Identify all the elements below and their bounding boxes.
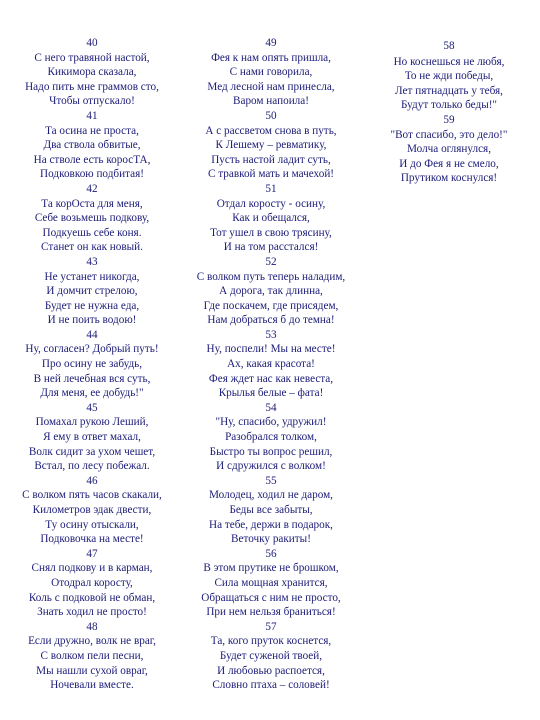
verse [182,109,360,182]
verse-number: 52 [265,255,277,268]
verse-line: Отодрал коросту, [51,576,133,589]
verse-line: Ну, поспели! Мы на месте! [206,343,336,356]
verse [2,401,182,474]
verse-line: Словно птаха – соловей! [212,679,330,692]
poem-column-2 [182,36,360,693]
verse-line: Разобрался толком, [225,431,317,444]
verse-line: Варом напоила! [233,95,309,108]
verse-line: А дорога, так длинна, [219,285,323,298]
verse-number: 57 [265,620,277,633]
verse-line: Пусть настой ладит суть, [211,153,331,166]
verse-line: К Лешему – ревматику, [215,139,327,152]
poem-column-1 [2,36,182,693]
verse [2,547,182,620]
verse-number: 48 [86,620,98,633]
verse-number: 55 [265,474,277,487]
verse-line: И до Фея я не смело, [399,157,499,170]
verse-number: 41 [86,109,98,122]
verse-number: 45 [86,401,98,414]
verse-line: Но коснешься не любя, [393,55,505,68]
verse [2,255,182,328]
verse [182,255,360,328]
verse [182,182,360,255]
verse-line: Мы нашли сухой овраг, [36,664,148,677]
verse-line: И на том расстался! [223,241,319,254]
verse-line: Чтобы отпускало! [49,95,135,108]
verse-number: 50 [265,109,277,122]
verse-line: Станет он как новый. [41,241,143,254]
verse [360,113,538,186]
verse [2,36,182,109]
poem-column-3 [360,39,538,186]
verse-line: Я ему в ответ махал, [43,431,141,444]
verse-line: С волком путь теперь наладим, [196,270,346,283]
verse [2,620,182,693]
verse-line: Лет пятнадцать у тебя, [395,84,503,97]
verse-line: Два ствола обвитые, [43,139,141,152]
verse-line: Веточку ракиты! [231,533,311,546]
verse-line: Подкуешь себе коня. [42,226,142,239]
verse-line: Беды все забыты, [229,504,313,516]
verse-line: Помахал рукою Леший, [35,416,149,429]
verse-line: Будут только беды!" [401,99,497,112]
verse-line: В ней лечебная вся суть, [33,372,151,385]
verse-line: Молча оглянулся, [406,143,491,156]
verse [2,328,182,401]
verse-line: Та, кого пруток коснется, [210,635,332,648]
verse-line: Снял подкову и в карман, [31,562,153,575]
verse-line: Ах, какая красота! [227,358,315,371]
verse-line: Тот ушел в свою трясину, [210,226,332,239]
verse-line: И не поить водою! [47,314,137,327]
verse-line: Та осина не проста, [45,124,139,137]
verse-line: С него травяной настой, [34,51,150,64]
verse-line: Молодец, ходил не даром, [209,489,333,502]
verse-line: Ту осину отыскали, [45,518,139,531]
verse-line: С травкой мать и мачехой! [207,168,335,181]
verse [182,328,360,401]
verse-line: А с рассветом снова в путь, [205,124,337,137]
verse-line: Ну, согласен? Добрый путь! [25,343,159,356]
verse-line: "Ну, спасибо, удружил! [215,416,327,429]
verse-line: Нам добраться б до темна! [207,314,335,327]
verse-line: С нами говорила, [229,66,313,79]
verse-line: Знать ходил не просто! [37,606,147,619]
verse-number: 51 [265,182,277,195]
verse-number: 54 [265,401,277,414]
verse-line: Про осину не забудь, [41,358,143,371]
verse-line: Волк сидит за ухом чешет, [28,445,156,458]
verse-line: Быстро ты вопрос решил, [209,445,333,458]
verse-line: Где поскачем, где присядем, [203,299,339,312]
verse-number: 56 [265,547,277,560]
verse-number: 42 [86,182,98,195]
verse [182,474,360,547]
verse-number: 47 [86,547,98,560]
verse-number: 49 [265,37,277,49]
verse-line: И любовью распоется, [217,664,325,677]
verse-line: Будет не нужна еда, [44,299,140,312]
verse-line: Подковкою подбитая! [40,168,144,181]
verse-line: Будет суженой твоей, [219,649,323,662]
verse-line: "Вот спасибо, это дело!" [390,128,508,141]
verse-line: Для меня, ее добудь!" [40,387,144,400]
verse-line: Крылья белые – фата! [218,387,324,400]
verse-number: 53 [265,328,277,341]
verse-line: На стволе есть коросТА, [33,153,151,166]
verse [182,620,360,693]
verse-line: Ночевали вместе. [50,679,134,692]
verse [360,39,538,113]
verse-line: На тебе, держи в подарок, [209,518,333,531]
verse [182,547,360,620]
verse-line: Обращаться с ним не просто, [201,591,341,604]
verse-line: Отдал коросту - осину, [216,197,326,210]
verse-number: 43 [86,255,98,268]
verse-line: Мед лесной нам принесла, [207,80,335,93]
verse-number: 44 [86,328,98,341]
verse-number: 46 [86,474,98,487]
verse-line: Сила мощная хранится, [214,576,328,589]
verse-line: Надо пить мне граммов сто, [25,80,159,93]
verse-line: Не устанет никогда, [44,270,140,283]
verse-line: То не жди победы, [404,70,494,83]
verse [2,474,182,547]
verse-line: При нем нельзя браниться! [206,606,336,619]
verse-line: Прутиком коснулся! [400,172,498,185]
verse [2,182,182,255]
verse-line: Как и обещался, [232,212,310,225]
verse [182,36,360,109]
verse-line: Коль с подковой не обман, [28,591,156,604]
verse-number: 40 [86,37,98,49]
verse-line: В этом прутике не брошком, [203,562,339,575]
verse-line: Та корОста для меня, [41,197,143,210]
verse-line: С волком пели песни, [40,649,144,662]
verse-line: Фея ждет нас как невеста, [208,372,334,385]
verse-line: И домчит стрелою, [46,285,138,298]
verse-line: Километров эдак двести, [32,504,152,516]
verse-number: 59 [443,113,455,126]
verse-line: Себе возьмешь подкову, [34,212,150,225]
verse-line: Кикимора сказала, [47,66,137,79]
verse-line: Если дружно, волк не враг, [28,635,156,648]
verse-number: 58 [443,40,455,52]
verse-line: Встал, по лесу побежал. [34,460,150,473]
verse-line: Фея к нам опять пришла, [211,51,331,64]
verse-line: С волком пять часов скакали, [22,489,162,502]
verse-line: Подковочка на месте! [40,533,144,546]
verse [2,109,182,182]
verse [182,401,360,474]
verse-line: И сдружился с волком! [216,460,326,473]
